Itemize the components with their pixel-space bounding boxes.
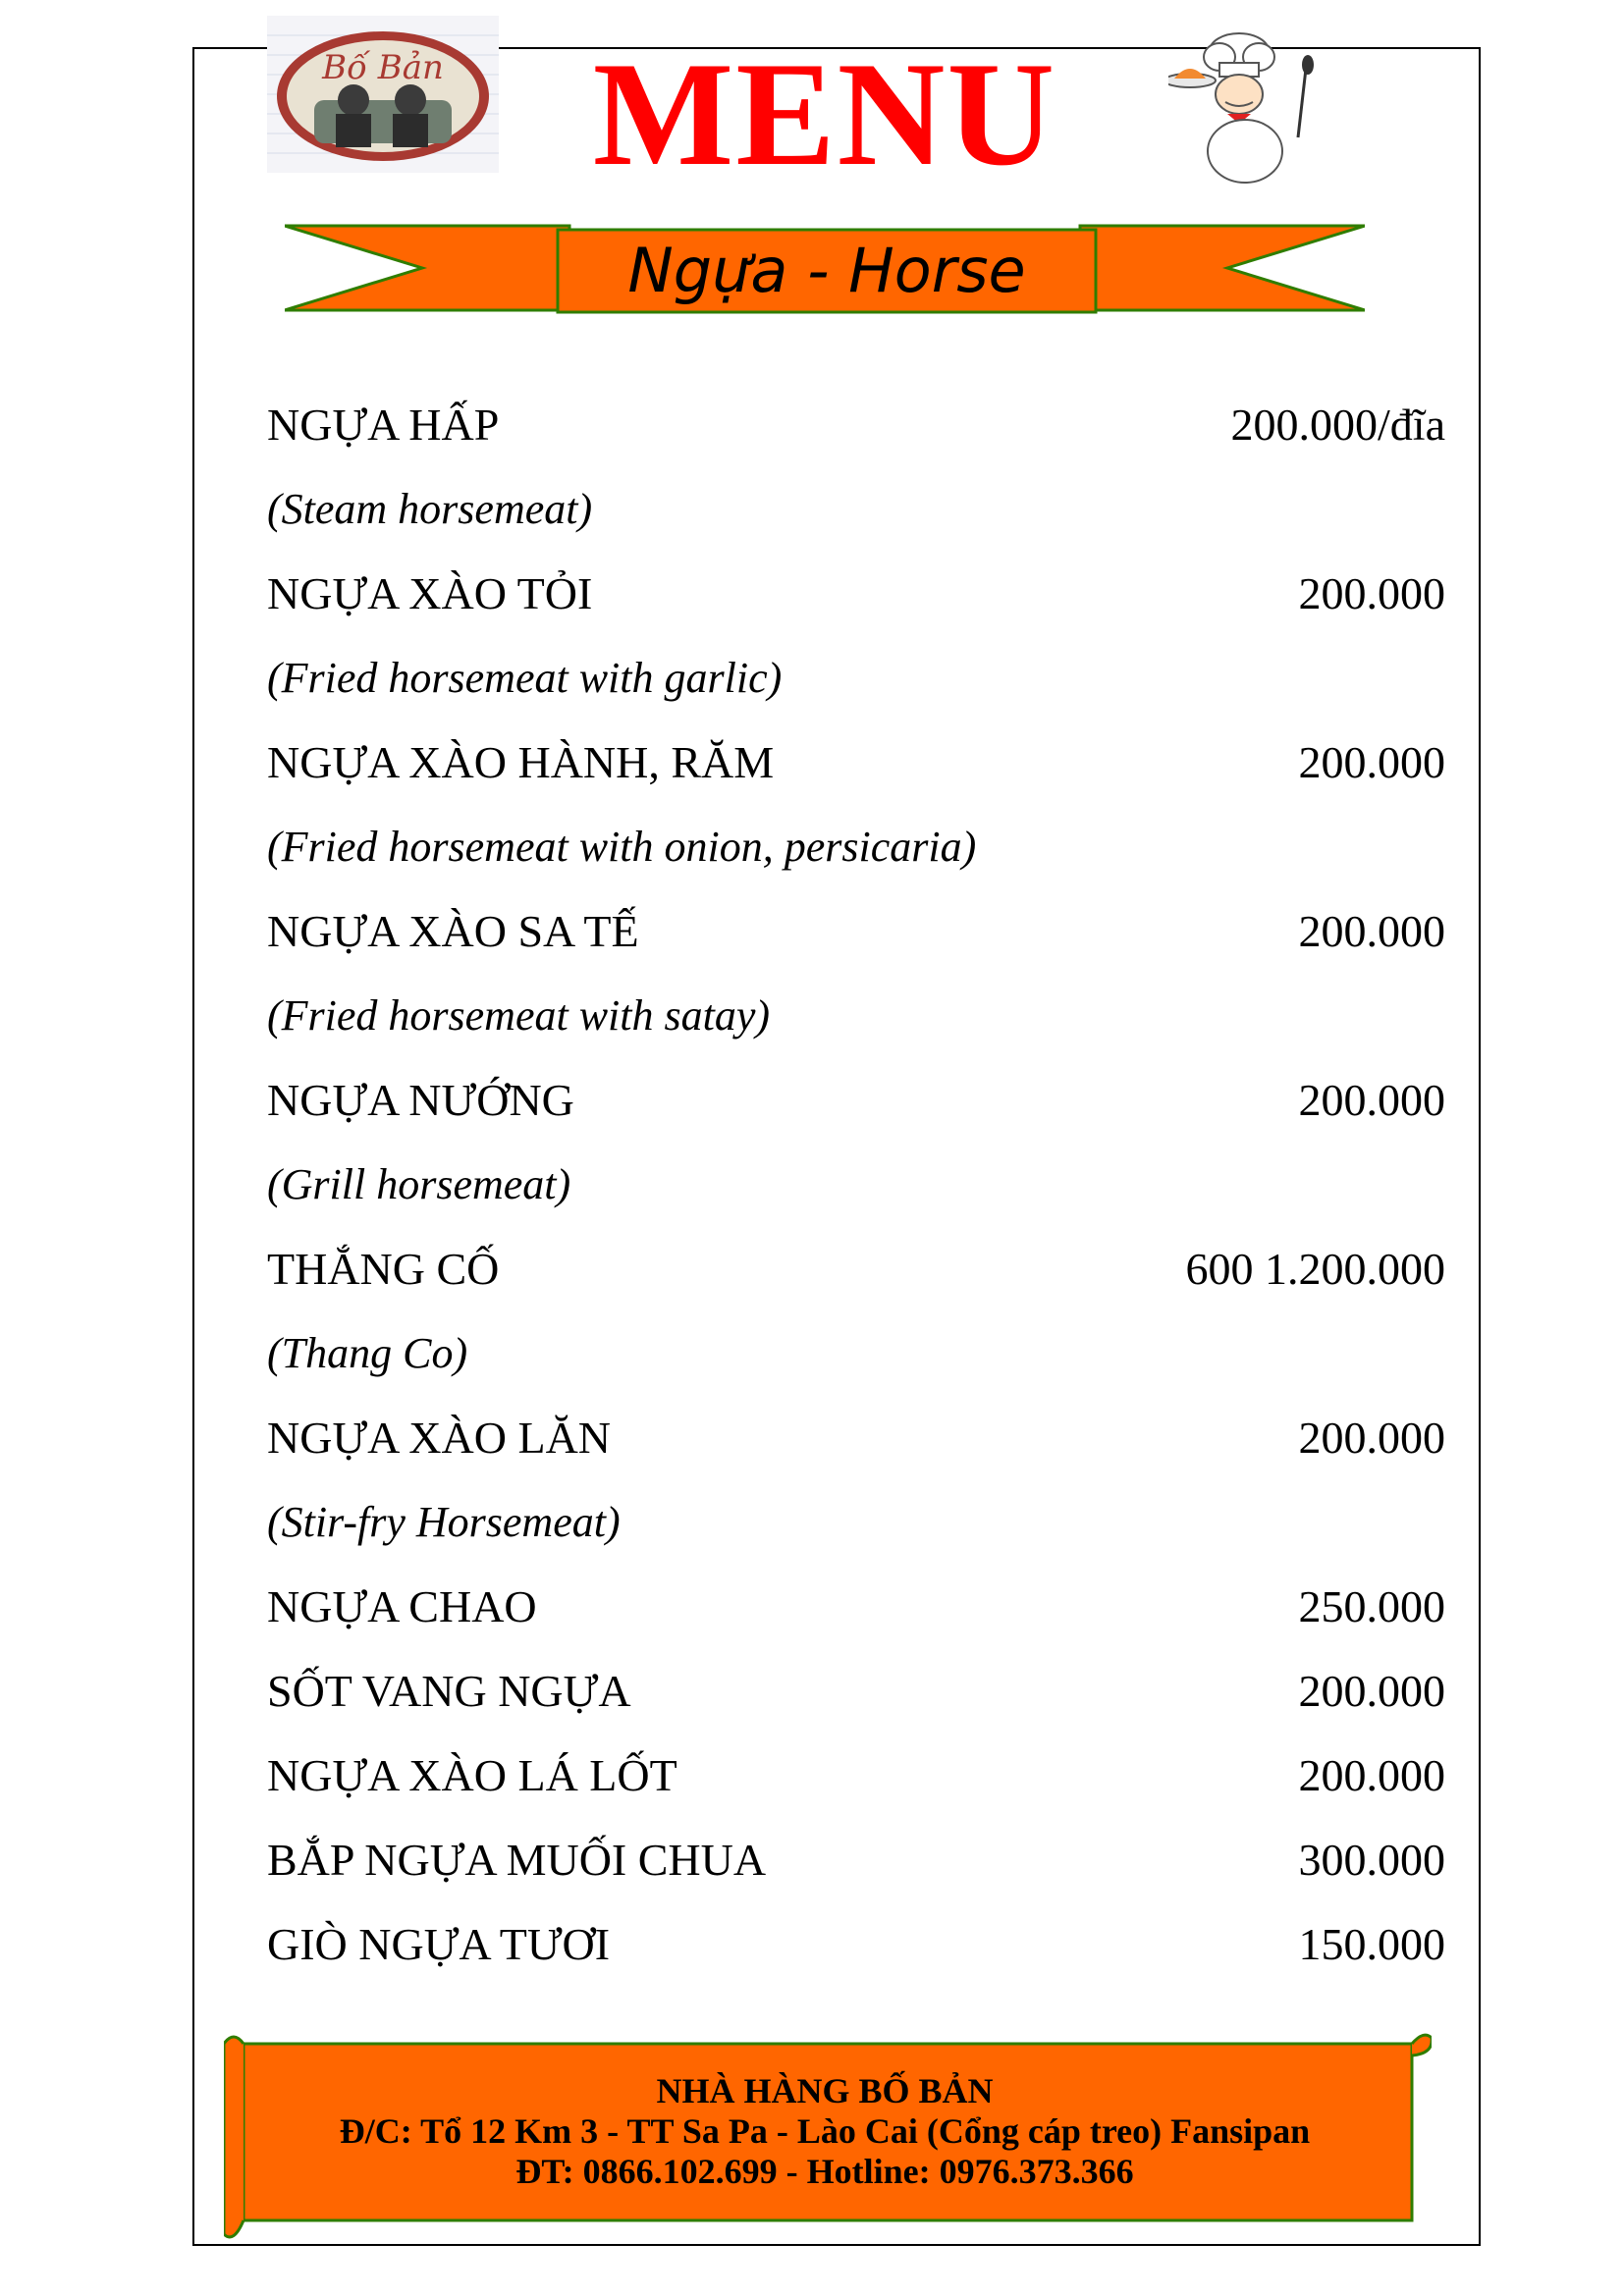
menu-item xyxy=(267,1565,1445,1649)
restaurant-phone: ĐT: 0866.102.699 - Hotline: 0976.373.366 xyxy=(515,2152,1134,2191)
item-name: NGỰA XÀO HÀNH, RĂM xyxy=(267,737,775,787)
item-price: 150.000 xyxy=(1298,1919,1445,1969)
item-name: BẮP NGỰA MUỐI CHUA xyxy=(267,1835,767,1885)
chef-icon xyxy=(1168,29,1337,187)
menu-item xyxy=(267,1902,1445,1987)
menu-item xyxy=(267,1649,1445,1734)
menu-item xyxy=(267,889,1445,1058)
menu-item xyxy=(267,1396,1445,1565)
item-price: 200.000 xyxy=(1298,906,1445,956)
item-price: 600 1.200.000 xyxy=(1185,1244,1445,1294)
item-description: (Thang Co) xyxy=(267,1329,468,1377)
menu-item xyxy=(267,383,1445,552)
item-name: NGỰA HẤP xyxy=(267,400,500,450)
item-price: 200.000 xyxy=(1298,1666,1445,1716)
item-price: 200.000 xyxy=(1298,1413,1445,1463)
item-price: 200.000 xyxy=(1298,1075,1445,1125)
item-description: (Fried horsemeat with satay) xyxy=(267,991,771,1040)
item-name: NGỰA XÀO TỎI xyxy=(267,568,593,618)
page-title: MENU xyxy=(592,31,1057,196)
menu-list xyxy=(267,383,1445,1987)
item-name: NGỰA XÀO LĂN xyxy=(267,1413,612,1463)
logo-text: Bố Bản xyxy=(322,48,444,87)
item-name: NGỰA XÀO SA TẾ xyxy=(267,906,639,956)
item-description: (Fried horsemeat with garlic) xyxy=(267,654,783,702)
item-description: (Fried horsemeat with onion, persicaria) xyxy=(267,823,977,871)
item-description: (Stir-fry Horsemeat) xyxy=(267,1498,621,1546)
item-name: NGỰA NƯỚNG xyxy=(267,1075,574,1125)
item-name: GIÒ NGỰA TƯƠI xyxy=(267,1919,611,1969)
item-description: (Grill horsemeat) xyxy=(267,1160,571,1208)
menu-item xyxy=(267,1734,1445,1818)
item-name: THẮNG CỐ xyxy=(267,1244,500,1294)
item-name: NGỰA CHAO xyxy=(267,1581,537,1631)
item-price: 200.000 xyxy=(1298,1750,1445,1800)
menu-item xyxy=(267,1058,1445,1227)
menu-item xyxy=(267,1227,1445,1396)
item-price: 300.000 xyxy=(1298,1835,1445,1885)
restaurant-name: NHÀ HÀNG BỐ BẢN xyxy=(656,2071,994,2110)
item-price: 200.000/đĩa xyxy=(1230,400,1445,450)
menu-item xyxy=(267,1818,1445,1902)
item-description: (Steam horsemeat) xyxy=(267,485,593,533)
menu-item xyxy=(267,721,1445,889)
item-price: 200.000 xyxy=(1298,568,1445,618)
restaurant-logo xyxy=(267,16,499,173)
item-name: SỐT VANG NGỰA xyxy=(267,1666,631,1716)
footer-info xyxy=(255,2071,1394,2192)
menu-item xyxy=(267,552,1445,721)
item-name: NGỰA XÀO LÁ LỐT xyxy=(267,1750,677,1800)
section-title: Ngựa - Horse xyxy=(627,235,1026,306)
item-price: 250.000 xyxy=(1298,1581,1445,1631)
item-price: 200.000 xyxy=(1298,737,1445,787)
restaurant-address: Đ/C: Tổ 12 Km 3 - TT Sa Pa - Lào Cai (Cổng cáp treo) Fansipan xyxy=(339,2111,1311,2151)
